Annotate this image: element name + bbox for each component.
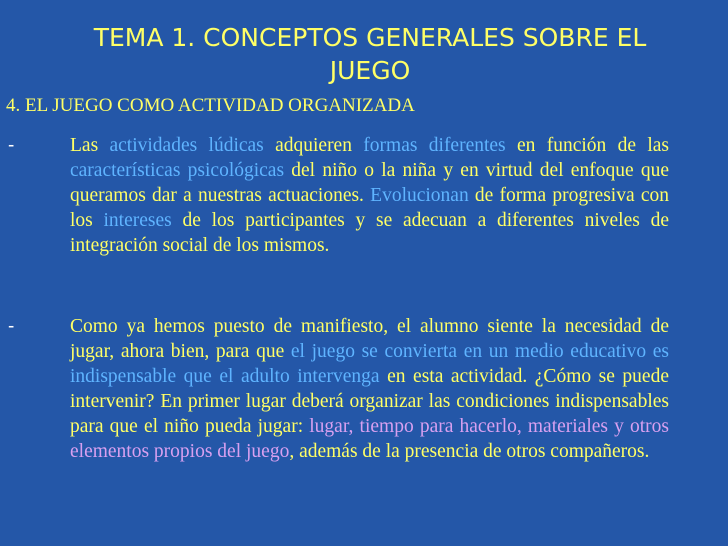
highlighted-term: el juego se convierta en un medio educativo es indispensable que el adulto intervenga <box>70 340 669 387</box>
bullet-marker: - <box>8 316 15 337</box>
bullet-marker: - <box>8 135 15 156</box>
text-run: Las <box>70 135 110 156</box>
highlighted-term: actividades lúdicas <box>109 135 264 156</box>
bullet-text <box>70 135 669 256</box>
highlighted-term: intereses <box>103 209 172 231</box>
highlighted-term: Evolucionan <box>370 184 469 206</box>
highlighted-term: características psicológicas <box>70 159 285 181</box>
bullet-item-1 <box>8 134 669 259</box>
text-run: Como ya hemos puesto de manifiesto, el alumno siente la necesidad de jugar, ahora bien, para que <box>70 316 669 362</box>
text-run: en función de las <box>505 135 669 156</box>
bullet-text <box>70 316 669 462</box>
text-run: adquieren <box>263 135 364 156</box>
text-run: de forma progresiva con los <box>70 184 669 231</box>
text-run: , además de la presencia de otros compañeros. <box>289 440 650 462</box>
bullet-item-2 <box>8 315 669 464</box>
text-run: del niño o la niña y en virtud del enfoque que queramos dar a nuestras actuaciones. <box>70 159 669 206</box>
slide-title: TEMA 1. CONCEPTOS GENERALES SOBRE EL JUEGO <box>93 23 647 85</box>
highlighted-term: lugar, tiempo para hacerlo, materiales y otros elementos propios del juego <box>70 415 669 462</box>
section-heading: 4. EL JUEGO COMO ACTIVIDAD ORGANIZADA <box>6 95 415 116</box>
text-run: en esta actividad. ¿Cómo se puede intervenir? En primer lugar deberá organizar las condiciones indispensables para que el niño pueda jugar: <box>70 365 669 437</box>
text-run: de los participantes y se adecuan a diferentes niveles de integración social de los mismos. <box>70 209 669 256</box>
highlighted-term: formas diferentes <box>363 135 506 156</box>
